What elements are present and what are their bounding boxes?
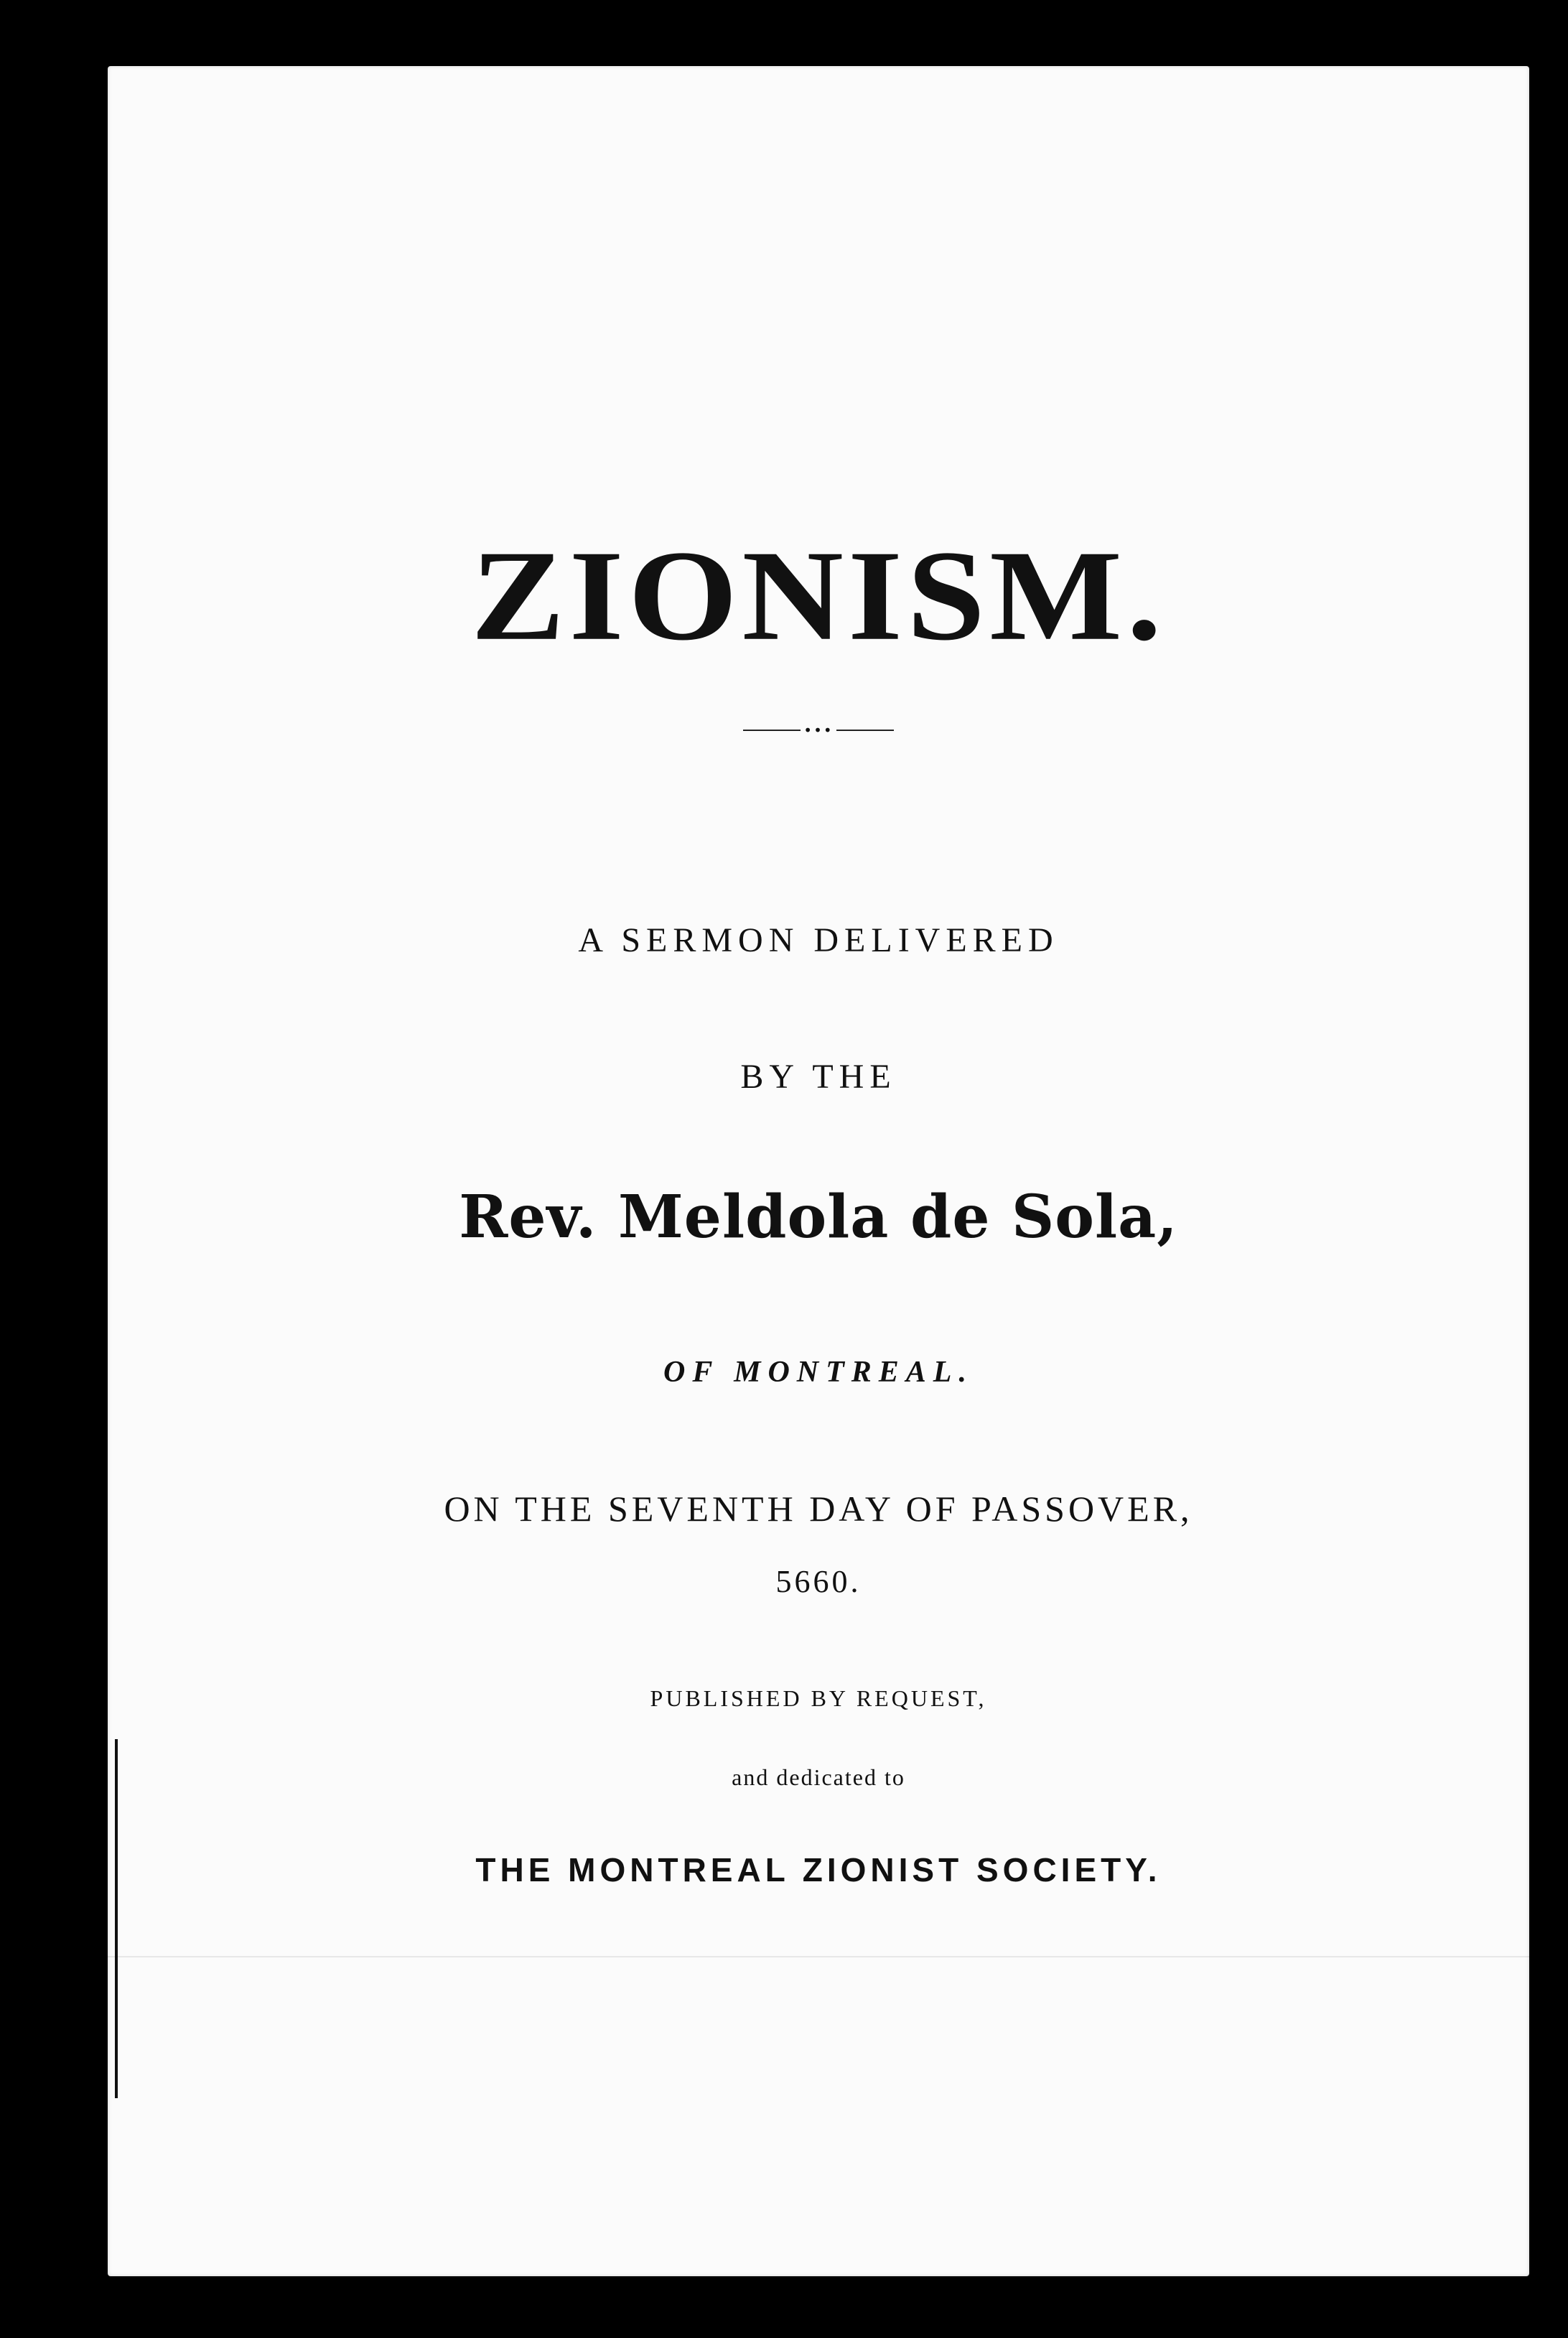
published-line: PUBLISHED BY REQUEST, xyxy=(650,1685,987,1711)
by-the-line: BY THE xyxy=(740,1058,897,1096)
sermon-line: A SERMON DELIVERED xyxy=(578,921,1059,959)
ornament-rule-left xyxy=(743,730,801,731)
ornament-rule-right xyxy=(836,730,894,731)
spine-mark xyxy=(115,1739,118,2098)
author-place: OF MONTREAL. xyxy=(663,1356,974,1389)
ornament-divider xyxy=(108,716,1529,745)
ornament-dots: ••• xyxy=(803,722,834,739)
title-page xyxy=(108,66,1529,2276)
dedicated-line: and dedicated to xyxy=(732,1764,905,1790)
author-name: Rev. Meldola de Sola, xyxy=(459,1183,1178,1252)
society-name: THE MONTREAL ZIONIST SOCIETY. xyxy=(475,1851,1162,1888)
fold-line xyxy=(108,1956,1529,1957)
year-line: 5660. xyxy=(775,1564,862,1599)
document-title: ZIONISM. xyxy=(470,523,1167,668)
occasion-line: ON THE SEVENTH DAY OF PASSOVER, xyxy=(444,1489,1193,1529)
